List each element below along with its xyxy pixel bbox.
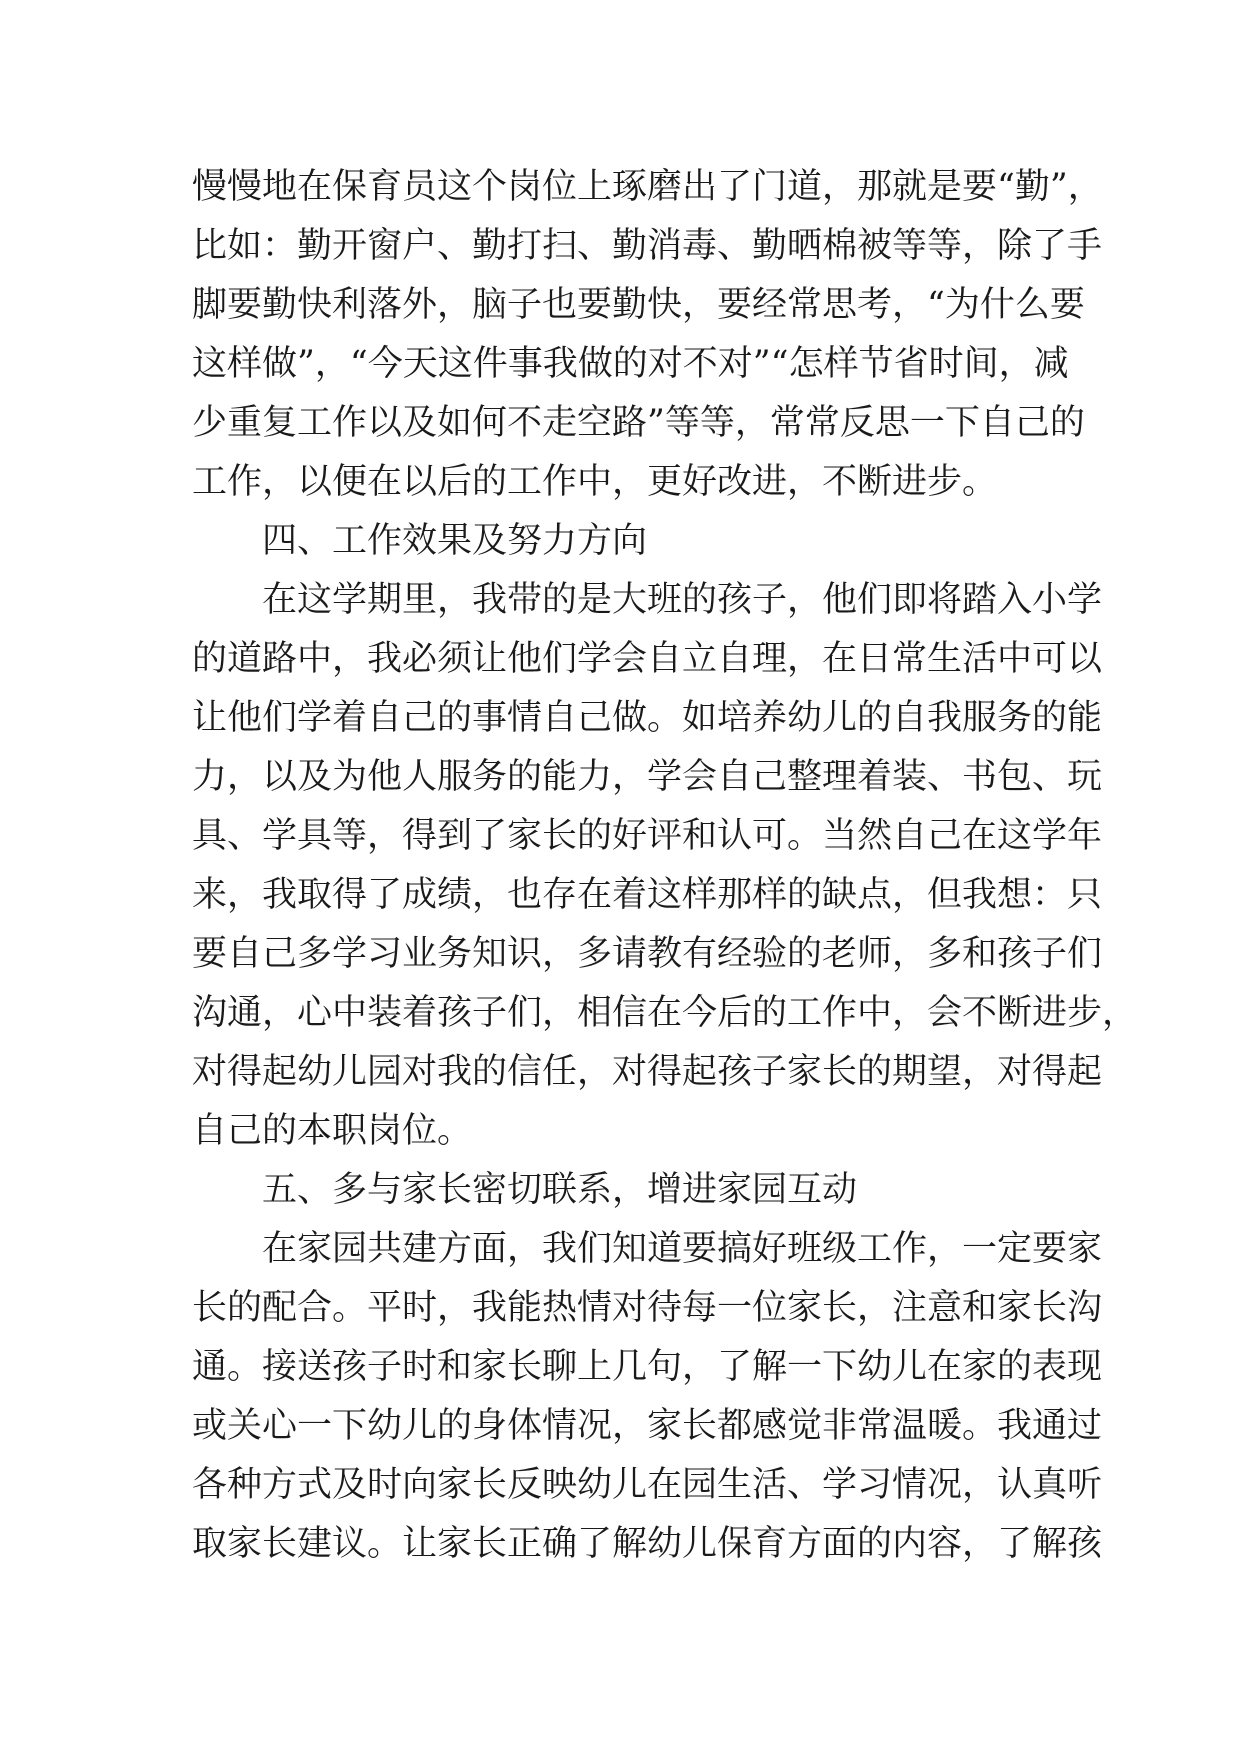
paragraph — [192, 1220, 1103, 1574]
text-line: 工作，以便在以后的工作中，更好改进，不断进步。 — [192, 462, 998, 502]
text-line: 各种方式及时向家长反映幼儿在园生活、学习情况，认真听 — [192, 1465, 1103, 1505]
text-line: 这样做”，“今天这件事我做的对不对”“怎样节省时间，减 — [192, 344, 1069, 384]
text-line: 自己的本职岗位。 — [192, 1111, 473, 1151]
paragraph — [192, 158, 1103, 512]
text-line: 让他们学着自己的事情自己做。如培养幼儿的自我服务的能 — [192, 698, 1103, 738]
text-line: 在这学期里，我带的是大班的孩子，他们即将踏入小学 — [262, 580, 1103, 620]
text-line: 对得起幼儿园对我的信任，对得起孩子家长的期望，对得起 — [192, 1052, 1103, 1092]
text-line: 慢慢地在保育员这个岗位上琢磨出了门道，那就是要“勤”， — [192, 167, 1103, 207]
text-line: 少重复工作以及如何不走空路”等等，常常反思一下自己的 — [192, 403, 1085, 443]
heading-text: 四、工作效果及努力方向 — [262, 521, 648, 561]
heading-text: 五、多与家长密切联系，增进家园互动 — [262, 1170, 858, 1210]
document-body — [192, 158, 1138, 1574]
text-line: 通。接送孩子时和家长聊上几句，了解一下幼儿在家的表现 — [192, 1347, 1103, 1387]
paragraph — [192, 571, 1138, 1161]
section-heading — [192, 512, 1050, 571]
text-line: 脚要勤快利落外，脑子也要勤快，要经常思考，“为什么要 — [192, 285, 1085, 325]
text-line: 在家园共建方面，我们知道要搞好班级工作，一定要家 — [262, 1229, 1103, 1269]
text-line: 力，以及为他人服务的能力，学会自己整理着装、书包、玩 — [192, 757, 1103, 797]
text-line: 沟通，心中装着孩子们，相信在今后的工作中，会不断进步， — [192, 993, 1138, 1033]
text-line: 要自己多学习业务知识，多请教有经验的老师，多和孩子们 — [192, 934, 1103, 974]
text-line: 比如：勤开窗户、勤打扫、勤消毒、勤晒棉被等等，除了手 — [192, 226, 1103, 266]
text-line: 或关心一下幼儿的身体情况，家长都感觉非常温暖。我通过 — [192, 1406, 1103, 1446]
text-line: 具、学具等，得到了家长的好评和认可。当然自己在这学年 — [192, 816, 1103, 856]
text-line: 长的配合。平时，我能热情对待每一位家长，注意和家长沟 — [192, 1288, 1103, 1328]
text-line: 来，我取得了成绩，也存在着这样那样的缺点，但我想：只 — [192, 875, 1103, 915]
text-line: 取家长建议。让家长正确了解幼儿保育方面的内容，了解孩 — [192, 1524, 1103, 1564]
section-heading — [192, 1161, 1050, 1220]
text-line: 的道路中，我必须让他们学会自立自理，在日常生活中可以 — [192, 639, 1103, 679]
